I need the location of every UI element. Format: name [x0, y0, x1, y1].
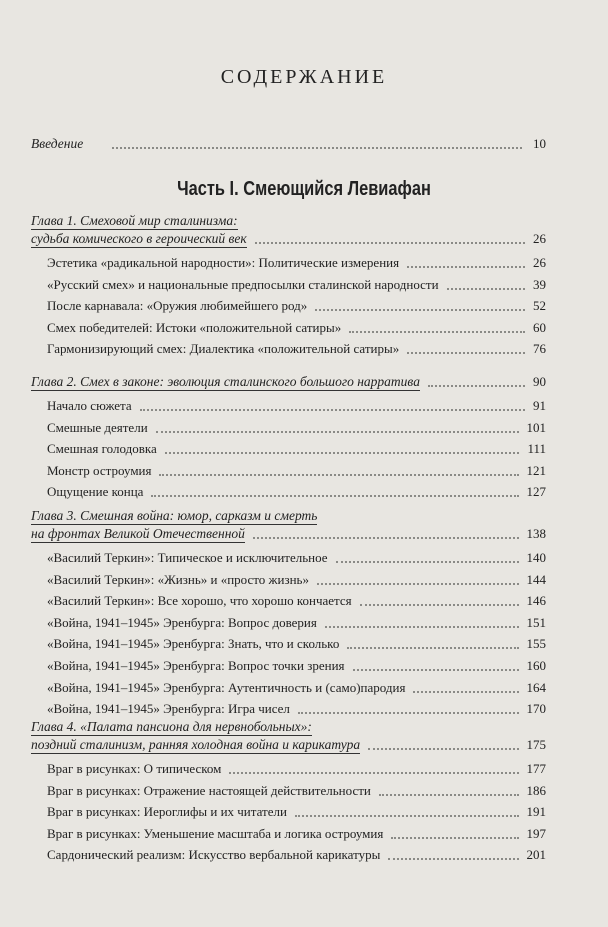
section-title: Гармонизирующий смех: Диалектика «положительной сатиры»: [47, 341, 400, 357]
chapter-title-line: Глава 4. «Палата пансиона для нервнобольных»:: [31, 719, 312, 734]
chapter-underline: [31, 524, 317, 525]
leader-dots: [353, 669, 519, 671]
page-title: СОДЕРЖАНИЕ: [220, 66, 388, 88]
section-title: Враг в рисунках: О типическом: [47, 761, 222, 776]
leader-dots: [229, 772, 518, 774]
toc-chapter: [0, 213, 608, 249]
toc-section: [0, 680, 608, 696]
page-number: 201: [526, 847, 546, 863]
page-number: 170: [526, 701, 546, 717]
toc-section: [0, 636, 608, 652]
section-title: Смех победителей: Истоки «положительной сатиры»: [47, 319, 342, 335]
section-title: «Василий Теркин»: Все хорошо, что хорошо кончается: [47, 593, 352, 609]
toc-section: [0, 847, 608, 863]
leader-dots: [407, 266, 525, 268]
leader-dots: [428, 385, 525, 387]
page-number: 177: [526, 761, 546, 776]
page-number: 101: [526, 419, 546, 435]
page-number: 175: [526, 737, 546, 752]
toc-section: [0, 484, 608, 500]
leader-dots: [112, 147, 522, 149]
page-number: 160: [526, 658, 546, 673]
section-title: «Русский смех» и национальные предпосылки сталинской народности: [47, 276, 439, 292]
leader-dots: [151, 495, 518, 497]
section-title: Враг в рисунках: Иероглифы и их читатели: [47, 804, 287, 820]
page-number: 10: [533, 136, 546, 151]
leader-dots: [165, 452, 520, 454]
page-number: 127: [526, 484, 546, 500]
page-number: 52: [533, 298, 546, 314]
leader-dots: [159, 474, 518, 476]
toc-section: [0, 572, 608, 588]
section-title: Начало сюжета: [47, 398, 132, 413]
section-title: Сардонический реализм: Искусство вербальной карикатуры: [47, 847, 381, 863]
section-title: Ощущение конца: [47, 484, 144, 500]
leader-dots: [388, 858, 518, 860]
toc-section: [0, 255, 608, 271]
leader-dots: [325, 626, 519, 628]
page-number: 111: [527, 441, 546, 457]
section-title: «Василий Теркин»: Типическое и исключительное: [47, 550, 328, 565]
leader-dots: [317, 583, 519, 585]
toc-section: [0, 420, 608, 436]
page-number: 140: [526, 550, 546, 565]
toc-section: [0, 804, 608, 820]
section-title: Смешная голодовка: [47, 441, 157, 457]
page-number: 39: [533, 276, 546, 292]
leader-dots: [253, 537, 519, 539]
page-number: 146: [526, 593, 546, 609]
intro-label: Введение: [31, 136, 84, 151]
chapter-title-line: поздний сталинизм, ранняя холодная война и карикатура: [31, 737, 361, 752]
chapter-underline: [31, 247, 247, 248]
page-number: 144: [526, 571, 546, 587]
toc-section: [0, 593, 608, 609]
page-number: 186: [526, 782, 546, 798]
page-number: 155: [526, 636, 546, 652]
page-number: 191: [526, 804, 546, 820]
chapter-underline: [31, 229, 238, 230]
toc-section: [0, 398, 608, 414]
toc-section: [0, 341, 608, 357]
chapter-underline: [31, 542, 245, 543]
chapter-title-line: Глава 2. Смех в законе: эволюция сталинского большого нарратива: [31, 374, 420, 389]
page-number: 197: [526, 825, 546, 841]
leader-dots: [347, 647, 518, 649]
chapter-underline: [31, 735, 312, 736]
leader-dots: [391, 837, 518, 839]
page-number: 26: [533, 255, 546, 270]
chapter-title-line: судьба комического в героический век: [31, 231, 247, 246]
page-number: 121: [526, 462, 546, 478]
section-title: Враг в рисунках: Отражение настоящей действительности: [47, 782, 371, 798]
section-title: «Война, 1941–1945» Эренбурга: Вопрос доверия: [47, 614, 317, 630]
section-title: Враг в рисунках: Уменьшение масштаба и логика остроумия: [47, 825, 384, 841]
chapter-title-line: Глава 1. Смеховой мир сталинизма:: [31, 213, 238, 228]
page-number: 151: [526, 614, 546, 630]
toc-section: [0, 658, 608, 674]
section-title: Монстр остроумия: [47, 462, 152, 478]
leader-dots: [407, 352, 525, 354]
leader-dots: [447, 288, 525, 290]
section-title: Смешные деятели: [47, 419, 148, 435]
leader-dots: [349, 331, 525, 333]
page-number: 26: [533, 231, 546, 246]
leader-dots: [315, 309, 525, 311]
toc-section: [0, 277, 608, 293]
toc-section: [0, 441, 608, 457]
chapter-underline: [31, 753, 360, 754]
page-number: 60: [533, 319, 546, 335]
toc-section: [0, 463, 608, 479]
toc-section: [0, 783, 608, 799]
toc-section: [0, 298, 608, 314]
toc-entry-intro: [0, 136, 608, 152]
chapter-title-line: Глава 3. Смешная война: юмор, сарказм и смерть: [31, 508, 318, 523]
page-number: 164: [526, 679, 546, 695]
toc-section: [0, 826, 608, 842]
chapter-underline: [31, 390, 420, 391]
page-number: 90: [533, 374, 546, 389]
toc-section: [0, 615, 608, 631]
leader-dots: [379, 794, 519, 796]
section-title: «Война, 1941–1945» Эренбурга: Игра чисел: [47, 701, 290, 717]
page-number: 91: [533, 398, 546, 413]
toc-section: [0, 761, 608, 777]
leader-dots: [156, 431, 519, 433]
toc-section: [0, 320, 608, 336]
section-title: Эстетика «радикальной народности»: Политические измерения: [47, 255, 400, 270]
leader-dots: [295, 815, 519, 817]
section-title: «Василий Теркин»: «Жизнь» и «просто жизнь»: [47, 571, 309, 587]
section-title: «Война, 1941–1945» Эренбурга: Знать, что и сколько: [47, 636, 340, 652]
section-title: «Война, 1941–1945» Эренбурга: Вопрос точки зрения: [47, 658, 345, 673]
toc-chapter: [0, 508, 608, 544]
toc-section: [0, 550, 608, 566]
toc-section: [0, 701, 608, 717]
section-title: «Война, 1941–1945» Эренбурга: Аутентичность и (само)пародия: [47, 679, 406, 695]
leader-dots: [255, 242, 525, 244]
page-number: 138: [526, 526, 546, 541]
page-number: 76: [533, 341, 546, 357]
leader-dots: [140, 409, 525, 411]
leader-dots: [298, 712, 519, 714]
leader-dots: [360, 604, 519, 606]
part-title: Часть I. Смеющийся Левиафан: [177, 178, 431, 200]
toc-chapter: [0, 374, 608, 392]
leader-dots: [413, 691, 518, 693]
leader-dots: [336, 561, 519, 563]
chapter-title-line: на фронтах Великой Отечественной: [31, 526, 245, 541]
toc-chapter: [0, 719, 608, 755]
leader-dots: [368, 748, 518, 750]
section-title: После карнавала: «Оружия любимейшего род»: [47, 298, 308, 314]
